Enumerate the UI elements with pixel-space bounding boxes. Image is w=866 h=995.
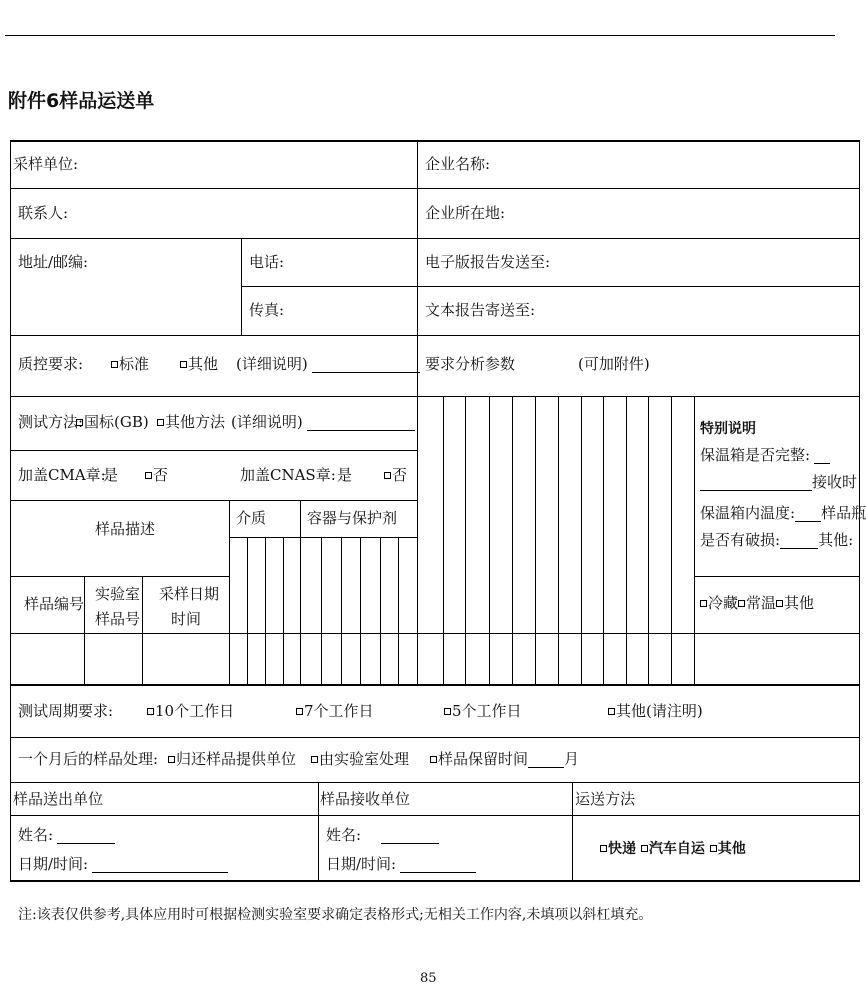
test-method-label: 测试方法: — [18, 413, 84, 431]
handling-lab-option[interactable]: 由实验室处理 — [311, 750, 409, 768]
sender-datetime: 日期/时间: — [18, 855, 228, 873]
company-location-label: 企业所在地: — [425, 204, 506, 222]
method-note: (详细说明) — [231, 413, 415, 431]
paper-report-label: 文本报告寄送至: — [425, 301, 536, 319]
handling-label: 一个月后的样品处理: — [18, 750, 159, 768]
period-other-option[interactable]: 其他(请注明) — [608, 702, 703, 720]
sample-desc-header: 样品描述 — [95, 520, 156, 538]
method-gb-option[interactable]: 国标(GB) — [76, 413, 149, 431]
special-line-2: 接收时 — [700, 473, 857, 491]
blank[interactable] — [780, 534, 818, 549]
blank[interactable] — [700, 476, 812, 491]
method-other-option[interactable]: 其他方法 — [157, 413, 225, 431]
checkbox-icon[interactable] — [776, 600, 783, 607]
page-number: 85 — [420, 971, 437, 986]
sampling-date-header: 采样日期 时间 — [159, 585, 220, 628]
checkbox-icon[interactable] — [600, 845, 607, 852]
qc-other-option[interactable]: 其他 — [180, 355, 218, 373]
special-line-4: 是否有破损: 其他: — [700, 531, 854, 549]
checkbox-icon[interactable] — [384, 472, 391, 479]
checkbox-icon[interactable] — [76, 419, 83, 426]
checkbox-icon[interactable] — [710, 845, 717, 852]
top-rule — [5, 35, 835, 36]
handling-keep-option[interactable]: 样品保留时间 月 — [430, 750, 579, 768]
checkbox-icon[interactable] — [641, 845, 648, 852]
sender-datetime-blank[interactable] — [92, 858, 228, 873]
checkbox-icon[interactable] — [147, 708, 154, 715]
checkbox-icon[interactable] — [296, 708, 303, 715]
blank[interactable] — [528, 753, 564, 768]
checkbox-icon[interactable] — [738, 600, 745, 607]
lab-sample-no-header: 实验室 样品号 — [95, 585, 141, 628]
handling-return-option[interactable]: 归还样品提供单位 — [168, 750, 296, 768]
checkbox-icon[interactable] — [444, 708, 451, 715]
page-title: 附件6样品运送单 — [8, 90, 155, 112]
receiver-datetime-blank[interactable] — [400, 858, 476, 873]
checkbox-icon[interactable] — [157, 419, 164, 426]
footnote: 注:该表仅供参考,具体应用时可根据检测实验室要求确定表格形式;无相关工作内容,未填项以斜杠填充。 — [18, 907, 653, 923]
sample-no-header: 样品编号 — [24, 595, 85, 613]
sender-name: 姓名: — [18, 826, 115, 844]
sampling-unit-label: 采样单位: — [13, 155, 79, 173]
cnas-label: 加盖CNAS章: — [240, 466, 336, 484]
transport-options: 快递 汽车自运 其他 — [600, 840, 746, 858]
special-line-1: 保温箱是否完整: — [700, 446, 830, 464]
qc-standard-option[interactable]: 标准 — [111, 355, 149, 373]
receiver-datetime: 日期/时间: — [326, 855, 476, 873]
period-7-option[interactable]: 7个工作日 — [296, 702, 374, 720]
receiver-unit-header: 样品接收单位 — [320, 790, 411, 808]
checkbox-icon[interactable] — [700, 600, 707, 607]
qc-note: (详细说明) — [236, 355, 420, 373]
sender-name-blank[interactable] — [57, 829, 115, 844]
checkbox-icon[interactable] — [180, 361, 187, 368]
company-name-label: 企业名称: — [425, 155, 491, 173]
phone-label: 电话: — [249, 253, 285, 271]
contact-label: 联系人: — [18, 204, 69, 222]
fax-label: 传真: — [249, 301, 285, 319]
checkbox-icon[interactable] — [145, 472, 152, 479]
special-notes-title: 特别说明 — [700, 421, 756, 437]
checkbox-icon[interactable] — [311, 756, 318, 763]
qc-label: 质控要求: — [18, 355, 84, 373]
special-line-3: 保温箱内温度: 样品瓶 — [700, 504, 866, 522]
receiver-name-blank[interactable] — [381, 829, 439, 844]
transport-header: 运送方法 — [575, 790, 636, 808]
checkbox-icon[interactable] — [608, 708, 615, 715]
container-header: 容器与保护剂 — [307, 509, 398, 527]
cma-yes-option[interactable]: 是 — [103, 466, 119, 484]
analysis-params-label: 要求分析参数 — [425, 355, 516, 373]
period-10-option[interactable]: 10个工作日 — [147, 702, 234, 720]
e-report-label: 电子版报告发送至: — [425, 253, 551, 271]
blank[interactable] — [795, 507, 821, 522]
blank[interactable] — [814, 449, 830, 464]
period-5-option[interactable]: 5个工作日 — [444, 702, 522, 720]
attachment-note: (可加附件) — [578, 355, 650, 373]
cma-no-option[interactable]: 否 — [145, 466, 168, 484]
cnas-no-option[interactable]: 否 — [384, 466, 407, 484]
address-label: 地址/邮编: — [18, 253, 89, 271]
qc-detail-blank[interactable] — [312, 358, 420, 373]
checkbox-icon[interactable] — [168, 756, 175, 763]
cnas-yes-option[interactable]: 是 — [337, 466, 353, 484]
storage-options: 冷藏 常温 其他 — [700, 594, 814, 612]
checkbox-icon[interactable] — [111, 361, 118, 368]
test-period-label: 测试周期要求: — [18, 702, 114, 720]
cma-label: 加盖CMA章: — [18, 466, 106, 484]
checkbox-icon[interactable] — [430, 756, 437, 763]
sender-unit-header: 样品送出单位 — [13, 790, 104, 808]
receiver-name: 姓名: — [326, 826, 439, 844]
method-detail-blank[interactable] — [307, 416, 415, 431]
medium-header: 介质 — [236, 509, 267, 527]
